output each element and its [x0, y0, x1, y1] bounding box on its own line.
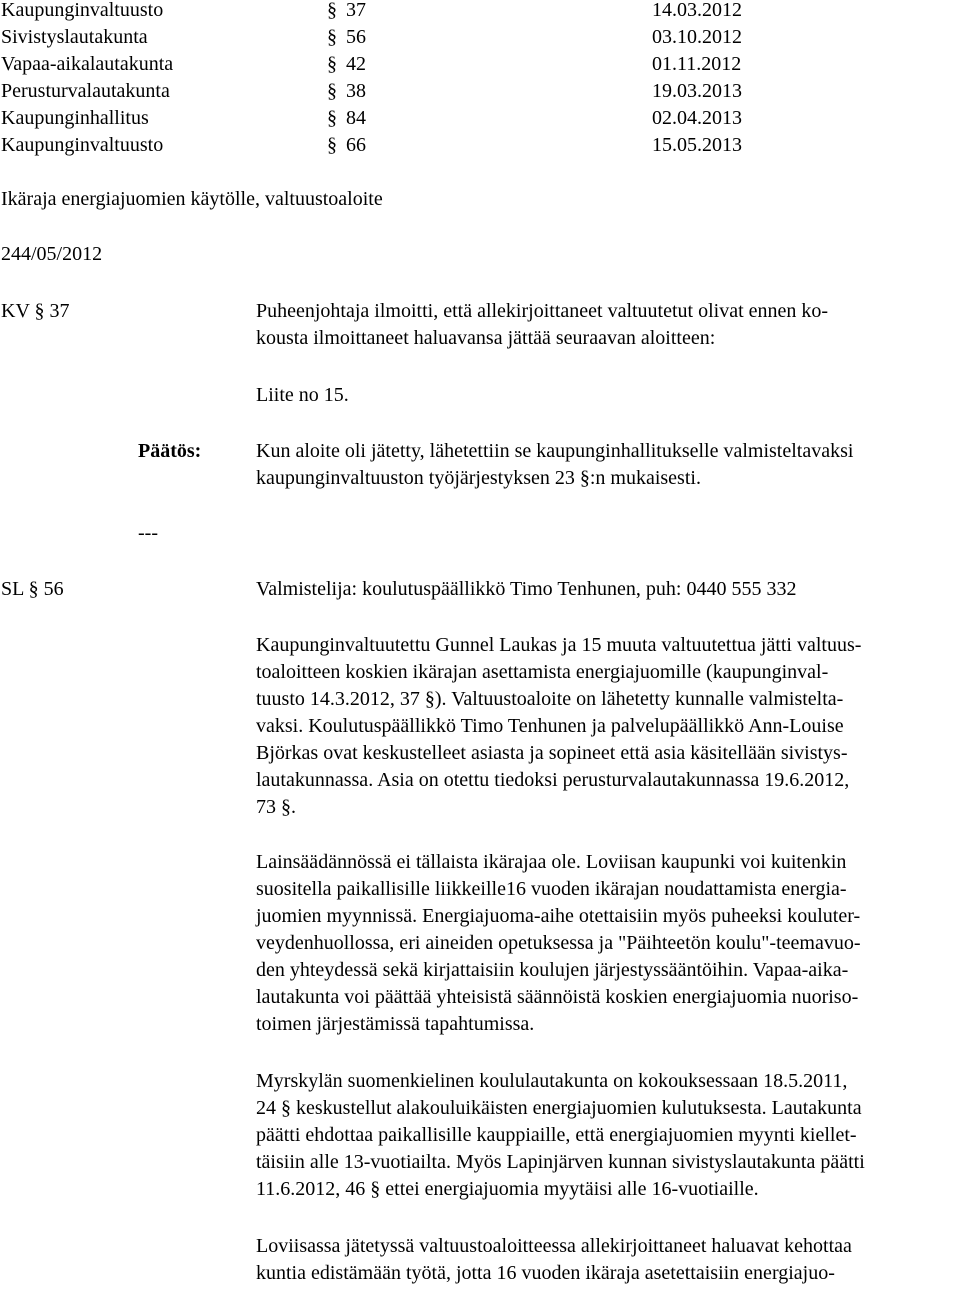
header-row-body: Vapaa-aikalautakunta — [1, 53, 174, 75]
paragraph-line: toimen järjestämissä tapahtumissa. — [256, 1013, 535, 1035]
header-row-date: 15.05.2013 — [652, 134, 742, 156]
header-row-number: 37 — [346, 0, 366, 21]
reference-number: 244/05/2012 — [1, 243, 103, 265]
header-row-body: Kaupunginhallitus — [1, 107, 149, 129]
kv-text-line: Puheenjohtaja ilmoitti, että allekirjoittaneet valtuutetut olivat ennen ko- — [256, 300, 829, 322]
sl-section-label: SL § 56 — [1, 578, 64, 600]
paragraph-line: veydenhuollossa, eri aineiden opetuksessa ja "Päihteetön koulu"-teemavuo- — [256, 932, 861, 954]
paragraph-line: vaksi. Koulutuspäällikkö Timo Tenhunen ja palvelupäällikkö Ann-Louise — [256, 715, 844, 737]
paragraph-line: Björkas ovat keskustelleet asiasta ja sopineet että asia käsitellään sivistys- — [256, 742, 848, 764]
header-row-number: 56 — [346, 26, 366, 48]
header-row-date: 14.03.2012 — [652, 0, 742, 21]
paragraph-line: toaloitteen koskien ikärajan asettamista energiajuomille (kaupunginval- — [256, 661, 829, 683]
header-row-date: 02.04.2013 — [652, 107, 742, 129]
section-sign: § — [327, 134, 337, 156]
header-row-date: 19.03.2013 — [652, 80, 742, 102]
section-sign: § — [327, 0, 337, 21]
section-sign: § — [327, 53, 337, 75]
preparer-line: Valmistelija: koulutuspäällikkö Timo Tenhunen, puh: 0440 555 332 — [256, 578, 797, 600]
header-row-number: 38 — [346, 80, 366, 102]
header-row-number: 66 — [346, 134, 366, 156]
document-title: Ikäraja energiajuomien käytölle, valtuustoaloite — [1, 188, 383, 210]
section-sign: § — [327, 107, 337, 129]
header-row-body: Sivistyslautakunta — [1, 26, 148, 48]
header-row-body: Perusturvalautakunta — [1, 80, 170, 102]
kv-section-label: KV § 37 — [1, 300, 70, 322]
paragraph-line: Loviisassa jätetyssä valtuustoaloitteessa allekirjoittaneet haluavat kehottaa — [256, 1235, 852, 1257]
paragraph-line: Lainsäädännössä ei tällaista ikärajaa ole. Loviisan kaupunki voi kuitenkin — [256, 851, 847, 873]
paragraph-line: kuntia edistämään työtä, jotta 16 vuoden ikäraja asetettaisiin energiajuo- — [256, 1262, 835, 1284]
paragraph-line: suositella paikallisille liikkeille16 vuoden ikärajan noudattamista energia- — [256, 878, 847, 900]
decision-text-line: kaupunginvaltuuston työjärjestyksen 23 §:n mukaisesti. — [256, 467, 701, 489]
decision-text-line: Kun aloite oli jätetty, lähetettiin se kaupunginhallitukselle valmisteltavaksi — [256, 440, 854, 462]
paragraph-line: tuusto 14.3.2012, 37 §). Valtuustoaloite on lähetetty kunnalle valmistelta- — [256, 688, 844, 710]
paragraph-line: den yhteydessä sekä kirjattaisiin koulujen järjestyssääntöihin. Vapaa-aika- — [256, 959, 849, 981]
paragraph-line: lautakunnassa. Asia on otettu tiedoksi perusturvalautakunnassa 19.6.2012, — [256, 769, 850, 791]
section-sign: § — [327, 26, 337, 48]
paragraph-line: lautakunta voi päättää yhteisistä säännöistä koskien energiajuomia nuoriso- — [256, 986, 859, 1008]
paragraph-line: 24 § keskustellut alakouluikäisten energiajuomien kulutuksesta. Lautakunta — [256, 1097, 862, 1119]
paragraph-line: 11.6.2012, 46 § ettei energiajuomia myytäisi alle 16-vuotiaille. — [256, 1178, 759, 1200]
section-sign: § — [327, 80, 337, 102]
attachment-reference: Liite no 15. — [256, 384, 349, 406]
paragraph-line: päätti ehdottaa paikallisille kauppiaille, että energiajuomien myynti kiellet- — [256, 1124, 857, 1146]
header-row-number: 42 — [346, 53, 366, 75]
header-row-body: Kaupunginvaltuusto — [1, 134, 164, 156]
paragraph-line: täisiin alle 13-vuotiailta. Myös Lapinjärven kunnan sivistyslautakunta päätti — [256, 1151, 865, 1173]
decision-label: Päätös: — [138, 440, 202, 462]
kv-text-line: kousta ilmoittaneet haluavansa jättää seuraavan aloitteen: — [256, 327, 716, 349]
section-separator: --- — [138, 522, 158, 544]
header-row-date: 03.10.2012 — [652, 26, 742, 48]
paragraph-line: 73 §. — [256, 796, 296, 818]
paragraph-line: Myrskylän suomenkielinen koululautakunta on kokouksessaan 18.5.2011, — [256, 1070, 848, 1092]
paragraph-line: Kaupunginvaltuutettu Gunnel Laukas ja 15 muuta valtuutettua jätti valtuus- — [256, 634, 862, 656]
header-row-number: 84 — [346, 107, 366, 129]
header-row-body: Kaupunginvaltuusto — [1, 0, 164, 21]
paragraph-line: juomien myynnissä. Energiajuoma-aihe otettaisiin myös puheeksi kouluter- — [256, 905, 861, 927]
header-row-date: 01.11.2012 — [652, 53, 742, 75]
